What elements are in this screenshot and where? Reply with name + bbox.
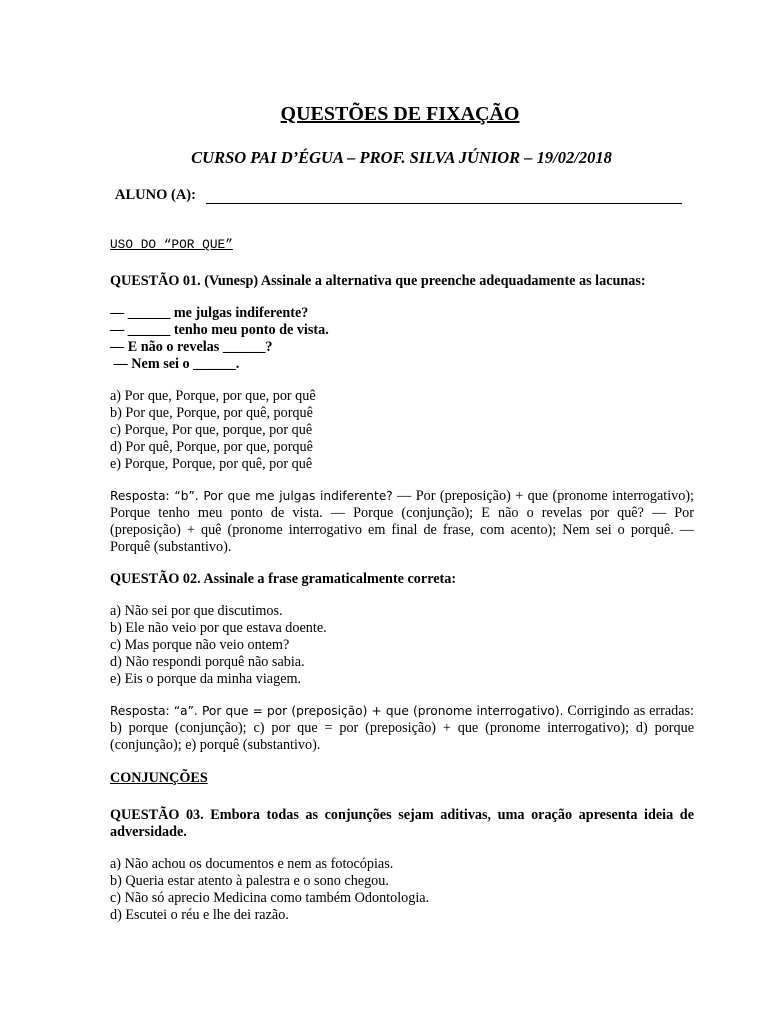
option-item: b) Por que, Porque, por quê, porquê — [110, 405, 313, 421]
dialogue-line: — E não o revelas ______? — [110, 339, 273, 355]
answer-text: — Por (preposição) + que (pronome interrogativo); Porque tenho meu ponto de vista. — Porque (conjunção); E não o revelas por quê? — Por (preposição) + quê (pronome interrogativo em final de frase, com acento); Nem sei o porquê. — Porquê (substantivo). — [110, 488, 694, 555]
dialogue-line: — Nem sei o ______. — [110, 356, 240, 372]
option-item: c) Não só aprecio Medicina como também Odontologia. — [110, 890, 430, 906]
answer-lead: Resposta: “b”. Por que me julgas indiferente? — [110, 489, 393, 503]
student-field — [115, 187, 682, 204]
option-item: a) Não achou os documentos e nem as fotocópias. — [110, 856, 394, 872]
answer-text: Corrigindo as erradas: b) porque (conjunção); c) por que = por (preposição) + que (pronome interrogativo); d) porque (conjunção); e) porquê (substantivo). — [110, 703, 694, 753]
option-item: d) Por quê, Porque, por que, porquê — [110, 439, 313, 455]
option-item: e) Porque, Porque, por quê, por quê — [110, 456, 313, 472]
question-01-dialogue — [110, 305, 694, 373]
option-item: b) Queria estar atento à palestra e o sono chegou. — [110, 873, 389, 889]
option-item: d) Não respondi porquê não sabia. — [110, 654, 305, 670]
page-title: QUESTÕES DE FIXAÇÃO — [280, 103, 520, 125]
question-02-options — [110, 603, 694, 688]
option-item: a) Por que, Porque, por que, por quê — [110, 388, 316, 404]
student-name-line — [206, 189, 682, 204]
document-body — [110, 236, 694, 939]
answer-lead: Resposta: “a”. Por que = por (preposição) + que (pronome interrogativo). — [110, 704, 564, 718]
question-01-prompt: QUESTÃO 01. (Vunesp) Assinale a alternativa que preenche adequadamente as lacunas: — [110, 273, 646, 289]
section-title-por-que: USO DO “POR QUE” — [110, 237, 233, 252]
option-item: e) Eis o porque da minha viagem. — [110, 671, 302, 687]
dialogue-line: — ______ tenho meu ponto de vista. — [110, 322, 329, 338]
option-item: b) Ele não veio por que estava doente. — [110, 620, 327, 636]
dialogue-line: — ______ me julgas indiferente? — [110, 305, 309, 321]
course-subtitle: CURSO PAI D’ÉGUA – PROF. SILVA JÚNIOR – 19/02/2018 — [191, 148, 612, 167]
section-title-conjuncoes: CONJUNÇÕES — [110, 770, 208, 786]
option-item: a) Não sei por que discutimos. — [110, 603, 283, 619]
question-02-answer — [110, 703, 694, 754]
question-01-answer — [110, 488, 694, 556]
question-01-options — [110, 388, 694, 473]
option-item: d) Escutei o réu e lhe dei razão. — [110, 907, 289, 923]
option-item: c) Mas porque não veio ontem? — [110, 637, 290, 653]
option-item: c) Porque, Por que, porque, por quê — [110, 422, 313, 438]
question-03-options — [110, 856, 694, 924]
student-label: ALUNO (A): — [115, 187, 196, 203]
question-03-prompt: QUESTÃO 03. Embora todas as conjunções sejam aditivas, uma oração apresenta ideia de adversidade. — [110, 807, 694, 840]
question-02-prompt: QUESTÃO 02. Assinale a frase gramaticalmente correta: — [110, 571, 457, 587]
